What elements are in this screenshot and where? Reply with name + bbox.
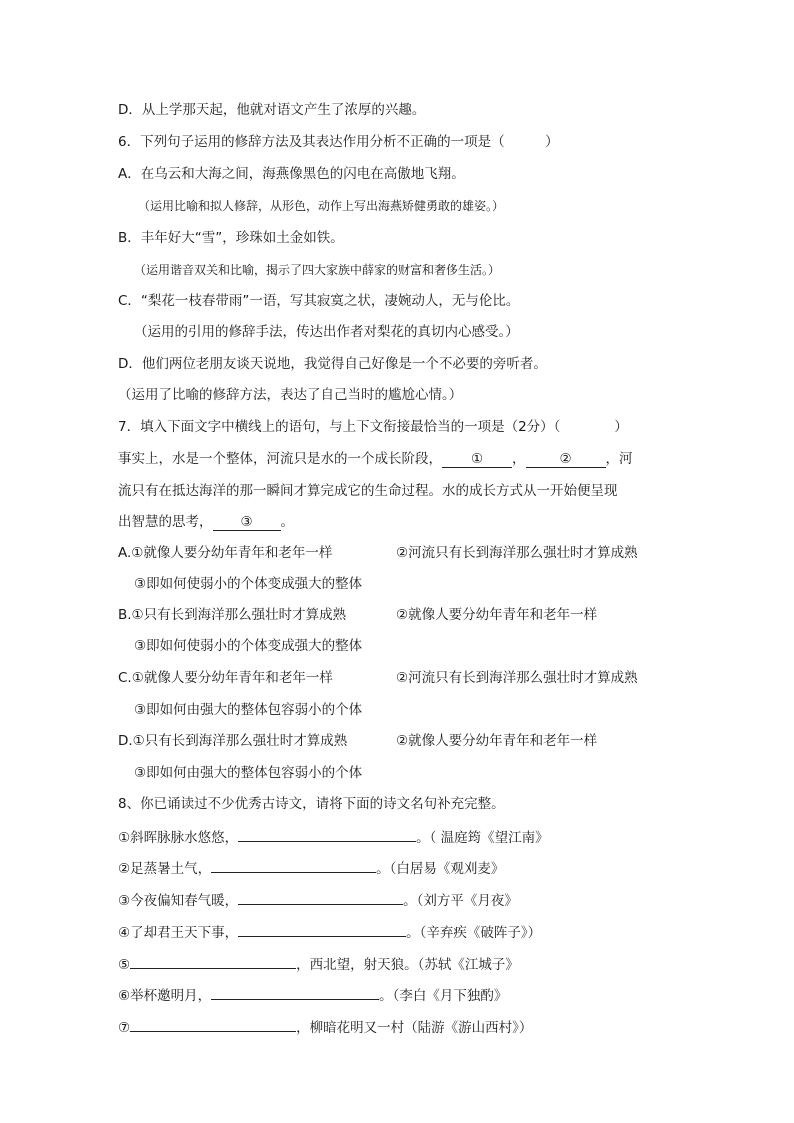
q8-line-7 — [118, 1016, 532, 1038]
q8-line-3-text: ③今夜偏知春气暖， — [118, 893, 239, 909]
q7-option-c — [118, 668, 638, 688]
q8-line-2 — [118, 857, 504, 879]
q6-option-c: C．“梨花一枝春带雨”一语，写其寂寞之状，凄婉动人，无与伦比。 — [118, 293, 520, 309]
q7-option-d-2: ②就像人要分幼年青年和老年一样 — [396, 733, 598, 749]
q8-line-6-blank[interactable] — [211, 984, 379, 1000]
q5-option-d: D．从上学那天起，他就对语文产生了浓厚的兴趣。 — [118, 102, 426, 118]
q8-line-2-source: 。（白居易《观刈麦》 — [376, 861, 505, 877]
q7-blank-2[interactable]: ② — [526, 452, 606, 468]
q7-blank-1[interactable]: ① — [442, 452, 512, 468]
q7-option-b-3: ③即如何使弱小的个体变成强大的整体 — [134, 638, 363, 654]
q8-line-1-blank[interactable] — [238, 826, 416, 842]
q7-option-a-1: A.①就像人要分幼年青年和老年一样 — [118, 545, 333, 561]
q7-option-b — [118, 605, 597, 625]
q6-option-b: B．丰年好大“雪”，珍珠如土金如铁。 — [118, 230, 344, 246]
q7-passage-text: 。 — [280, 514, 294, 530]
q6-option-d: D．他们两位老朋友谈天说地，我觉得自己好像是一个不必要的旁听者。 — [118, 356, 547, 372]
q7-passage-line-3 — [118, 512, 294, 532]
q8-line-6-text: ⑥举杯邀明月， — [118, 988, 212, 1004]
q7-option-b-2: ②就像人要分幼年青年和老年一样 — [396, 607, 598, 623]
q8-line-4-blank[interactable] — [238, 921, 406, 937]
q8-line-7-blank[interactable] — [130, 1016, 296, 1032]
q7-passage-text: 事实上，水是一个整体，河流只是水的一个成长阶段， — [118, 451, 442, 467]
q6-option-c-note: （运用的引用的修辞手法，传达出作者对梨花的真切内心感受。） — [134, 324, 519, 340]
q7-passage-text: 出智慧的思考， — [118, 514, 213, 530]
q7-option-a-2: ②河流只有长到海洋那么强壮时才算成熟 — [396, 545, 638, 561]
q8-line-2-text: ②足蒸暑土气， — [118, 861, 212, 877]
q7-option-d-3: ③即如何由强大的整体包容弱小的个体 — [134, 765, 363, 781]
q8-line-5-text: ⑤ — [118, 957, 131, 973]
q8-line-3-source: 。（刘方平《月夜》 — [403, 893, 518, 909]
q6-option-a-note: （运用比喻和拟人修辞，从形色，动作上写出海燕矫健勇敢的雄姿。） — [138, 199, 505, 213]
q6-option-d-note: （运用了比喻的修辞方法，表达了自己当时的尴尬心情。） — [118, 387, 463, 403]
q8-line-3 — [118, 889, 518, 911]
q7-option-c-2: ②河流只有长到海洋那么强壮时才算成熟 — [396, 670, 638, 686]
q8-line-4-text: ④了却君王天下事， — [118, 925, 239, 941]
q7-option-a-3: ③即如何使弱小的个体变成强大的整体 — [134, 576, 363, 592]
q7-passage-line-2: 流只有在抵达海洋的那一瞬间才算完成它的生命过程。水的成长方式从一开始便呈现 — [118, 483, 618, 499]
q7-blank-3[interactable]: ③ — [213, 515, 281, 531]
q8-line-3-blank[interactable] — [238, 889, 403, 905]
q7-option-a — [118, 543, 638, 563]
q7-stem: 7．填入下面文字中横线上的语句，与上下文衔接最恰当的一项是（2分）（ ） — [118, 419, 628, 435]
q8-line-6 — [118, 984, 507, 1006]
q8-line-6-source: 。（李白《月下独酌》 — [379, 988, 508, 1004]
q7-passage-comma: ， — [512, 451, 526, 467]
q7-passage-text: ，河 — [605, 451, 633, 467]
q6-option-b-note: （运用谐音双关和比喻，揭示了四大家族中薛家的财富和奢侈生活。） — [134, 263, 501, 277]
q6-stem: 6．下列句子运用的修辞方法及其表达作用分析不正确的一项是（ ） — [118, 134, 559, 150]
q8-line-1-text: ①斜晖脉脉水悠悠， — [118, 830, 239, 846]
q8-line-1-source: 。（ 温庭筠《望江南》 — [416, 830, 549, 846]
q8-line-2-blank[interactable] — [211, 857, 376, 873]
q7-option-c-1: C.①就像人要分幼年青年和老年一样 — [118, 670, 333, 686]
q8-line-4-source: 。（辛弃疾《破阵子》） — [406, 925, 542, 941]
q7-passage-line-1 — [118, 449, 633, 469]
q8-line-5-blank[interactable] — [130, 953, 296, 969]
q8-line-5 — [118, 953, 519, 975]
q6-option-a: A．在乌云和大海之间，海燕像黑色的闪电在高傲地飞翔。 — [118, 166, 465, 182]
q7-option-c-3: ③即如何由强大的整体包容弱小的个体 — [134, 702, 363, 718]
q7-option-d-1: D.①只有长到海洋那么强壮时才算成熟 — [118, 733, 348, 749]
q8-stem: 8、你已诵读过不少优秀古诗文，请将下面的诗文名句补充完整。 — [118, 796, 505, 812]
q8-line-7-text: ⑦ — [118, 1020, 131, 1036]
q8-line-5-source: ，西北望，射天狼。（苏轼《江城子》 — [296, 957, 519, 973]
q8-line-4 — [118, 921, 541, 943]
q7-option-d — [118, 731, 597, 751]
q8-line-7-source: ，柳暗花明又一村（陆游《游山西村》） — [296, 1020, 533, 1036]
q8-line-1 — [118, 826, 549, 848]
q7-option-b-1: B.①只有长到海洋那么强壮时才算成熟 — [118, 607, 347, 623]
